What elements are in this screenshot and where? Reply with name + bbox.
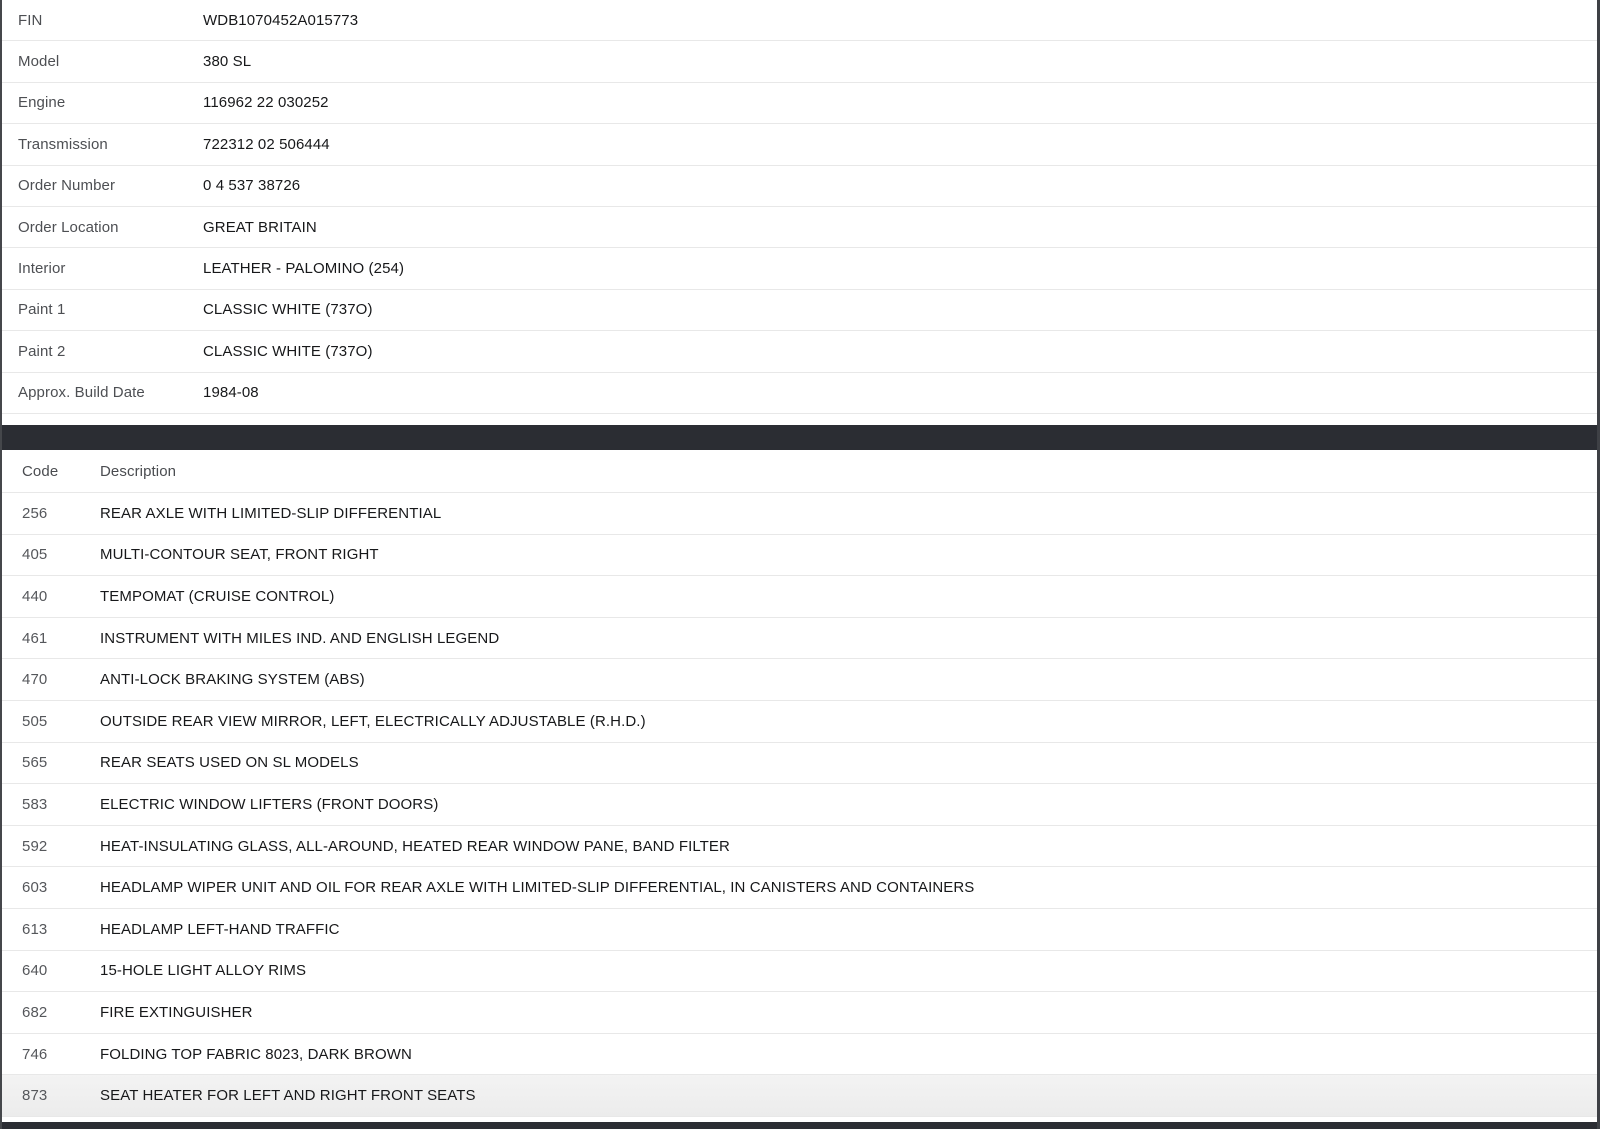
field-value: LEATHER - PALOMINO (254) <box>203 260 405 278</box>
field-value: GREAT BRITAIN <box>203 218 317 236</box>
option-description: FIRE EXTINGUISHER <box>100 1003 253 1021</box>
field-label: Approx. Build Date <box>18 384 145 402</box>
field-value: CLASSIC WHITE (737O) <box>203 301 373 319</box>
option-code: 405 <box>22 546 48 564</box>
option-code-row[interactable] <box>0 576 1600 618</box>
field-label: Paint 2 <box>18 342 66 360</box>
field-label: Paint 1 <box>18 301 66 319</box>
option-code: 505 <box>22 712 48 730</box>
code-column-header: Code <box>22 462 59 480</box>
option-description: FOLDING TOP FABRIC 8023, DARK BROWN <box>100 1045 412 1063</box>
vehicle-field-row <box>0 207 1600 248</box>
option-description: TEMPOMAT (CRUISE CONTROL) <box>100 587 335 605</box>
option-description: REAR SEATS USED ON SL MODELS <box>100 754 359 772</box>
option-code: 603 <box>22 879 48 897</box>
field-value: CLASSIC WHITE (737O) <box>203 342 373 360</box>
option-description: HEADLAMP LEFT-HAND TRAFFIC <box>100 920 340 938</box>
option-code: 256 <box>22 504 48 522</box>
option-code: 461 <box>22 629 48 647</box>
vehicle-field-row <box>0 290 1600 331</box>
option-code: 613 <box>22 920 48 938</box>
option-code: 440 <box>22 587 48 605</box>
option-code-row[interactable] <box>0 701 1600 743</box>
option-code-row[interactable] <box>0 1075 1600 1117</box>
option-description: ANTI-LOCK BRAKING SYSTEM (ABS) <box>100 671 365 689</box>
option-codes-rows <box>0 493 1600 1117</box>
option-code-row[interactable] <box>0 535 1600 577</box>
description-column-header: Description <box>100 462 177 480</box>
option-code-row[interactable] <box>0 951 1600 993</box>
section-separator-bar <box>0 425 1600 450</box>
vehicle-field-row <box>0 166 1600 207</box>
option-code: 565 <box>22 754 48 772</box>
option-code-row[interactable] <box>0 618 1600 660</box>
option-code-row[interactable] <box>0 992 1600 1034</box>
field-label: Order Location <box>18 218 119 236</box>
option-code: 746 <box>22 1045 48 1063</box>
option-code: 873 <box>22 1087 48 1105</box>
vehicle-info-table <box>0 0 1600 414</box>
vehicle-field-row <box>0 41 1600 82</box>
vehicle-field-row <box>0 124 1600 165</box>
option-code: 682 <box>22 1003 48 1021</box>
option-codes-header-row <box>0 450 1600 493</box>
field-value: 116962 22 030252 <box>203 94 329 112</box>
field-value: 722312 02 506444 <box>203 135 330 153</box>
option-codes-table <box>0 450 1600 1117</box>
vehicle-field-row <box>0 248 1600 289</box>
field-label: Transmission <box>18 135 108 153</box>
option-code-row[interactable] <box>0 659 1600 701</box>
option-code-row[interactable] <box>0 909 1600 951</box>
vehicle-field-row <box>0 373 1600 414</box>
option-description: SEAT HEATER FOR LEFT AND RIGHT FRONT SEATS <box>100 1087 476 1105</box>
option-description: OUTSIDE REAR VIEW MIRROR, LEFT, ELECTRICALLY ADJUSTABLE (R.H.D.) <box>100 712 646 730</box>
option-description: ELECTRIC WINDOW LIFTERS (FRONT DOORS) <box>100 795 439 813</box>
option-code-row[interactable] <box>0 784 1600 826</box>
option-description: REAR AXLE WITH LIMITED-SLIP DIFFERENTIAL <box>100 504 442 522</box>
option-code-row[interactable] <box>0 1034 1600 1076</box>
vehicle-field-row <box>0 83 1600 124</box>
option-description: 15-HOLE LIGHT ALLOY RIMS <box>100 962 307 980</box>
card-left-border <box>0 0 2 1129</box>
field-value: 380 SL <box>203 53 252 71</box>
field-label: Engine <box>18 94 66 112</box>
option-code: 592 <box>22 837 48 855</box>
option-code-row[interactable] <box>0 867 1600 909</box>
option-description: MULTI-CONTOUR SEAT, FRONT RIGHT <box>100 546 379 564</box>
option-code: 470 <box>22 671 48 689</box>
option-description: HEAT-INSULATING GLASS, ALL-AROUND, HEATED REAR WINDOW PANE, BAND FILTER <box>100 837 730 855</box>
field-label: Interior <box>18 260 66 278</box>
field-value: 1984-08 <box>203 384 259 402</box>
field-label: Order Number <box>18 177 116 195</box>
option-code-row[interactable] <box>0 743 1600 785</box>
field-label: FIN <box>18 11 43 29</box>
bottom-section-bar <box>0 1122 1600 1129</box>
option-code: 640 <box>22 962 48 980</box>
option-code-row[interactable] <box>0 493 1600 535</box>
vehicle-field-row <box>0 0 1600 41</box>
option-description: HEADLAMP WIPER UNIT AND OIL FOR REAR AXLE WITH LIMITED-SLIP DIFFERENTIAL, IN CANISTERS AND CONTAINERS <box>100 879 975 897</box>
option-description: INSTRUMENT WITH MILES IND. AND ENGLISH LEGEND <box>100 629 500 647</box>
option-code: 583 <box>22 795 48 813</box>
option-code-row[interactable] <box>0 826 1600 868</box>
field-value: WDB1070452A015773 <box>203 11 359 29</box>
field-value: 0 4 537 38726 <box>203 177 301 195</box>
field-label: Model <box>18 53 60 71</box>
vehicle-field-row <box>0 331 1600 372</box>
